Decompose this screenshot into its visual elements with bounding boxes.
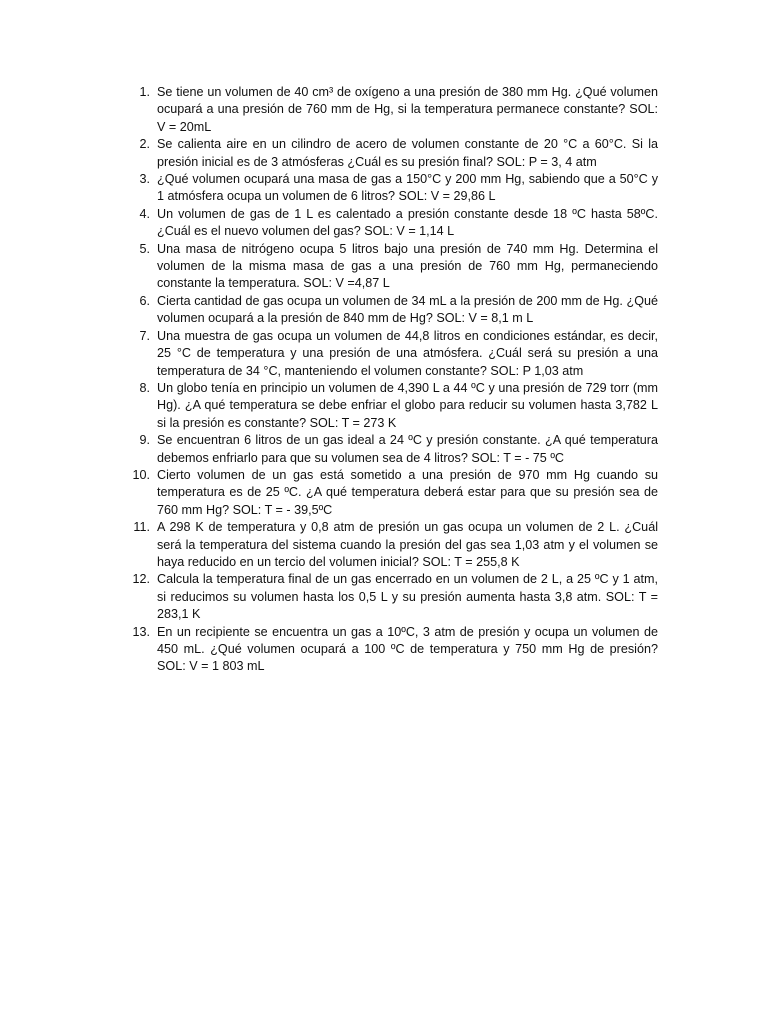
exercise-number: 4. [139,206,150,221]
exercise-text: Un volumen de gas de 1 L es calentado a presión constante desde 18 ºC hasta 58ºC. ¿Cuál es el nuevo volumen del gas? SOL: V = 1,14 L [157,206,658,239]
exercise-text: Un globo tenía en principio un volumen de 4,390 L a 44 ºC y una presión de 729 torr (mm Hg). ¿A qué temperatura se debe enfriar el globo para reducir su volumen hasta 3,782 L si la presión es constante? SOL: T = 273 K [157,380,658,430]
exercise-number: 10. [132,467,150,482]
exercise-number: 13. [132,624,150,639]
exercise-number: 7. [139,328,150,343]
exercise-number: 8. [139,380,150,395]
exercise-item [126,84,658,136]
exercise-text: Cierta cantidad de gas ocupa un volumen de 34 mL a la presión de 200 mm de Hg. ¿Qué volumen ocupará a la presión de 840 mm de Hg? SOL: V = 8,1 m L [157,293,658,326]
exercise-text: Una masa de nitrógeno ocupa 5 litros bajo una presión de 740 mm Hg. Determina el volumen de la misma masa de gas a una presión de 760 mm Hg, permaneciendo constante la temperatura. SOL: V =4,87 L [157,241,658,291]
exercise-text: En un recipiente se encuentra un gas a 10ºC, 3 atm de presión y ocupa un volumen de 450 mL. ¿Qué volumen ocupará a 100 ºC de temperatura y 750 mm Hg de presión? SOL: V = 1 803 mL [157,624,658,674]
exercise-number: 12. [132,572,150,587]
exercise-number: 2. [139,137,150,152]
exercise-text: Se encuentran 6 litros de un gas ideal a 24 ºC y presión constante. ¿A qué temperatura debemos enfriarlo para que su volumen sea de 4 litros? SOL: T = - 75 ºC [157,433,658,465]
exercise-text: Calcula la temperatura final de un gas encerrado en un volumen de 2 L, a 25 ºC y 1 atm, si reducimos su volumen hasta los 0,5 L y su presión aumenta hasta 3,8 atm. SOL: T = 283,1 K [157,572,658,622]
exercise-item [126,432,658,467]
exercise-number: 11. [133,520,150,535]
exercise-text: Una muestra de gas ocupa un volumen de 44,8 litros en condiciones estándar, es decir, 25 °C de temperatura y una presión de una atmósfera. ¿Cuál será su presión a una temperatura de 34 °C, manteniendo el volumen constante? SOL: P 1,03 atm [157,328,658,378]
exercise-text: Se tiene un volumen de 40 cm³ de oxígeno a una presión de 380 mm Hg. ¿Qué volumen ocupará a una presión de 760 mm de Hg, si la temperatura permanece constante? SOL: V = 20mL [157,85,658,134]
exercise-number: 1. [139,85,150,99]
exercise-item [126,571,658,623]
exercise-item [126,380,658,432]
exercise-item [126,328,658,380]
exercise-number: 5. [139,241,150,256]
exercise-number: 6. [139,293,150,308]
exercise-item [126,519,658,571]
exercise-item [126,293,658,328]
exercise-list [126,84,658,676]
exercise-text: A 298 K de temperatura y 0,8 atm de presión un gas ocupa un volumen de 2 L. ¿Cuál será la temperatura del sistema cuando la presión del gas sea 1,03 atm y el volumen se haya reducido en un tercio del volumen inicial? SOL: T = 255,8 K [157,520,658,569]
exercise-item [126,624,658,676]
exercise-text: Se calienta aire en un cilindro de acero de volumen constante de 20 °C a 60°C. Si la presión inicial es de 3 atmósferas ¿Cuál es su presión final? SOL: P = 3, 4 atm [157,137,658,169]
exercise-text: Cierto volumen de un gas está sometido a una presión de 970 mm Hg cuando su temperatura es de 25 ºC. ¿A qué temperatura deberá estar para que su presión sea de 760 mm Hg? SOL: T = - 39,5ºC [157,467,658,517]
exercise-item [126,136,658,171]
exercise-item [126,171,658,206]
exercise-item [126,467,658,519]
exercise-number: 9. [139,433,150,448]
exercise-item [126,206,658,241]
exercise-text: ¿Qué volumen ocupará una masa de gas a 150°C y 200 mm Hg, sabiendo que a 50°C y 1 atmósfera ocupa un volumen de 6 litros? SOL: V = 29,86 L [157,172,658,204]
exercise-item [126,241,658,293]
exercise-number: 3. [139,172,150,187]
